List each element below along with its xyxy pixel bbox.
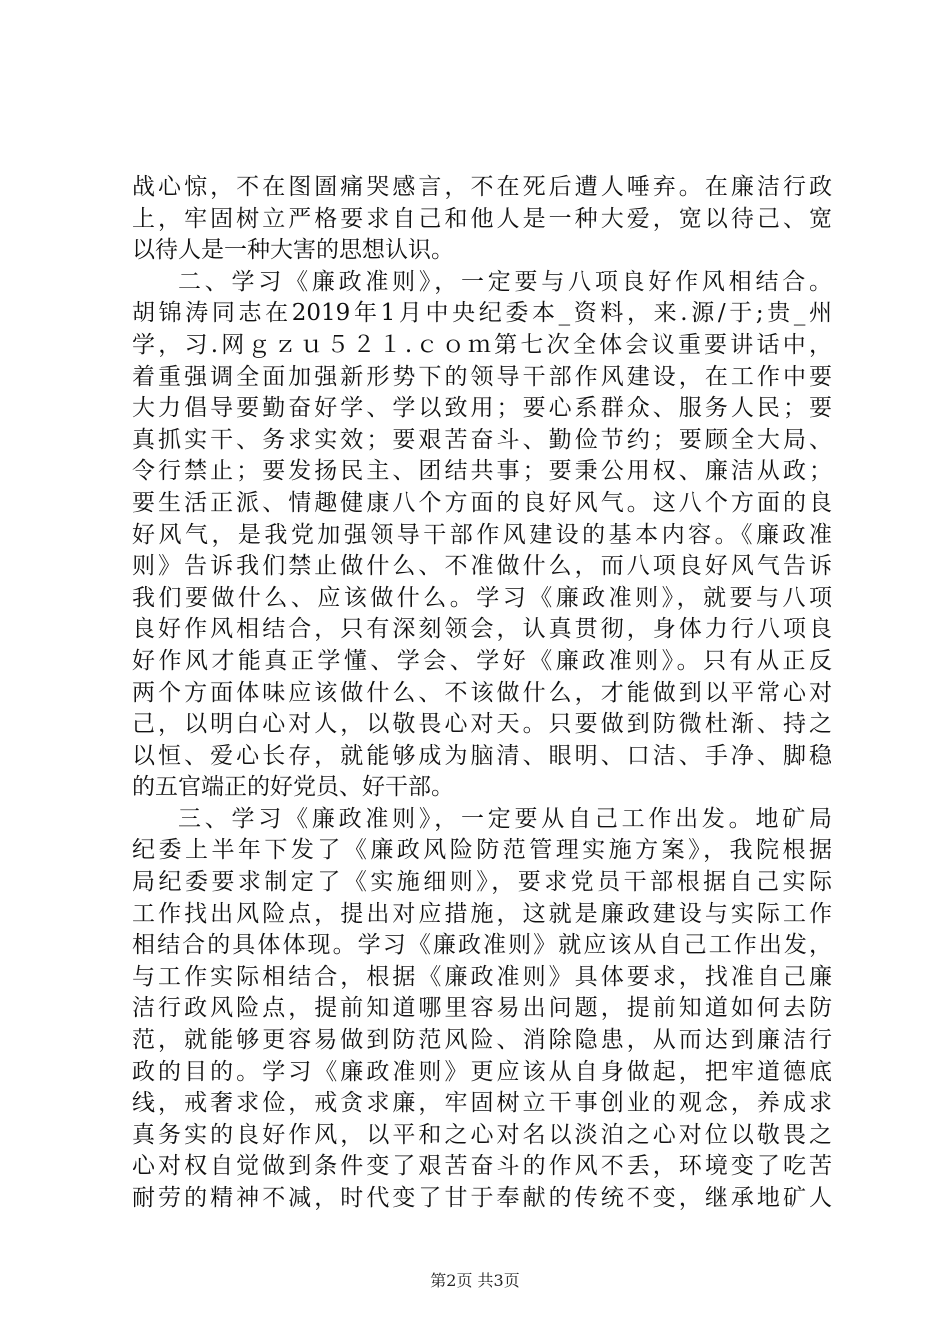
text-line: 良好作风相结合，只有深刻领会，认真贯彻，身体力行八项良 [132,616,832,643]
text-line: 两个方面体味应该做什么、不该做什么，才能做到以平常心对 [132,679,832,706]
text-line: 己，以明白心对人，以敬畏心对天。只要做到防微杜渐、持之 [132,711,832,738]
text-line: 好风气，是我党加强领导干部作风建设的基本内容。《廉政准 [132,521,832,548]
text-line: 大力倡导要勤奋好学、学以致用；要心系群众、服务人民；要 [132,395,832,422]
text-line: 心对权自觉做到条件变了艰苦奋斗的作风不丢，环境变了吃苦 [132,1153,832,1180]
text-line: 好作风才能真正学懂、学会、学好《廉政准则》。只有从正反 [132,647,832,674]
text-line: 要生活正派、情趣健康八个方面的良好风气。这八个方面的良 [132,489,832,516]
text-line: 范，就能够更容易做到防范风险、消除隐患，从而达到廉洁行 [132,1027,832,1054]
body-text [132,172,832,1215]
text-line: 上，牢固树立严格要求自己和他人是一种大爱，宽以待己、宽 [132,205,832,232]
text-line: 与工作实际相结合，根据《廉政准则》具体要求，找准自己廉 [132,963,832,990]
text-line: 洁行政风险点，提前知道哪里容易出问题，提前知道如何去防 [132,995,832,1022]
text-line: 以恒、爱心长存，就能够成为脑清、眼明、口洁、手净、脚稳 [132,742,832,769]
text-line: 学，习.网ｇｚｕ５２１.ｃｏｍ第七次全体会议重要讲话中， [132,331,832,358]
text-line: 二、学习《廉政准则》，一定要与八项良好作风相结合。 [178,268,832,295]
text-line: 我们要做什么、应该做什么。学习《廉政准则》，就要与八项 [132,584,832,611]
text-line: 真务实的良好作风，以平和之心对名以淡泊之心对位以敬畏之 [132,1121,832,1148]
text-line: 局纪委要求制定了《实施细则》，要求党员干部根据自己实际 [132,869,832,896]
text-line: 真抓实干、务求实效；要艰苦奋斗、勤俭节约；要顾全大局、 [132,426,832,453]
text-line: 政的目的。学习《廉政准则》更应该从自身做起，把牢道德底 [132,1058,832,1085]
text-line: 工作找出风险点，提出对应措施，这就是廉政建设与实际工作 [132,900,832,927]
text-line: 耐劳的精神不减，时代变了甘于奉献的传统不变，继承地矿人 [132,1185,832,1211]
text-line: 则》告诉我们禁止做什么、不准做什么，而八项良好风气告诉 [132,553,832,580]
text-line: 的五官端正的好党员、好干部。 [132,774,454,801]
text-line: 以待人是一种大害的思想认识。 [132,237,454,264]
text-line: 战心惊，不在图圄痛哭感言，不在死后遭人唾弃。在廉洁行政 [132,174,832,200]
text-line: 三、学习《廉政准则》，一定要从自己工作出发。地矿局 [178,805,832,832]
page-footer: 第2页 共3页 [430,1271,520,1290]
text-line: 纪委上半年下发了《廉政风险防范管理实施方案》，我院根据 [132,837,832,864]
text-line: 线，戒奢求俭，戒贪求廉，牢固树立干事创业的观念，养成求 [132,1090,832,1117]
text-line: 着重强调全面加强新形势下的领导干部作风建设，在工作中要 [132,363,832,390]
text-line: 胡锦涛同志在2019年1月中央纪委本_资料，来.源/于;贵_州 [132,300,832,327]
text-line: 相结合的具体体现。学习《廉政准则》就应该从自己工作出发， [132,932,832,959]
text-line: 令行禁止；要发扬民主、团结共事；要秉公用权、廉洁从政； [132,458,832,485]
